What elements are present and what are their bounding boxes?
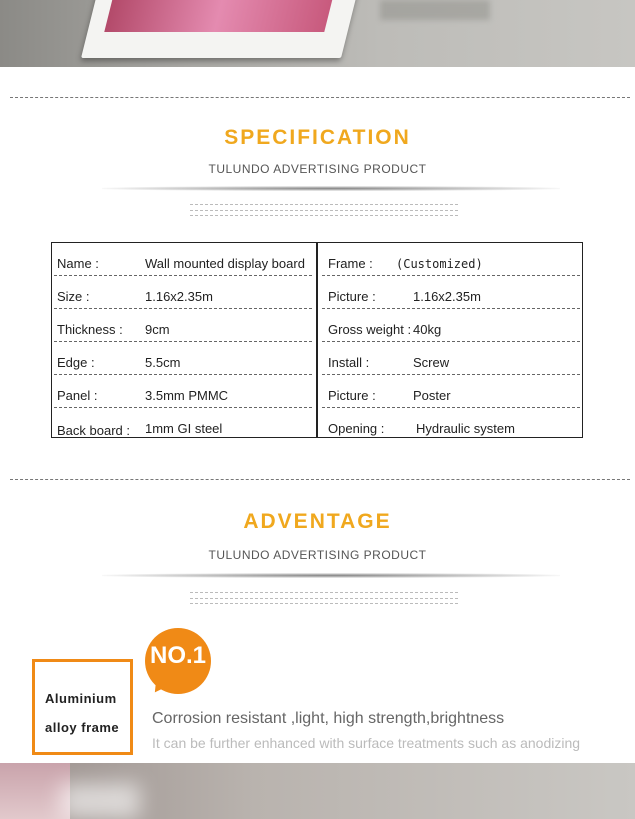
- spec-label: Panel :: [57, 388, 98, 403]
- spec-value: Poster: [413, 388, 451, 403]
- spec-label: Name :: [57, 256, 99, 271]
- row-line: [322, 308, 580, 310]
- specification-title: SPECIFICATION: [224, 126, 411, 149]
- badge-label: NO.1: [149, 642, 206, 669]
- feature-box: [32, 659, 133, 755]
- spec-value: 5.5cm: [145, 355, 181, 370]
- spec-table: [51, 242, 583, 438]
- spec-label: Gross weight :: [328, 322, 412, 337]
- fine-print-line: [190, 210, 460, 211]
- row-line: [322, 341, 580, 343]
- row-line: [322, 407, 580, 409]
- fine-print-line: [190, 598, 460, 599]
- top-photo: [0, 0, 635, 67]
- dashed-divider: [10, 479, 630, 480]
- spec-value: 40kg: [413, 322, 442, 337]
- feature-box-line2: alloy frame: [45, 720, 120, 735]
- decorative-swoosh: [102, 573, 560, 578]
- photo-light: [60, 783, 140, 819]
- spec-value: (Customized): [396, 257, 483, 271]
- dashed-divider: [10, 97, 630, 98]
- specification-subtitle: TULUNDO ADVERTISING PRODUCT: [208, 162, 427, 176]
- spec-label: Back board :: [57, 423, 130, 438]
- spec-value: 3.5mm PMMC: [145, 388, 229, 403]
- table-divider: [316, 243, 318, 437]
- spec-value: Hydraulic system: [416, 421, 515, 436]
- display-board-poster: [104, 0, 339, 32]
- spec-label: Frame :: [328, 256, 373, 271]
- spec-label: Thickness :: [57, 322, 123, 337]
- row-line: [54, 308, 312, 310]
- advantage-title: ADVENTAGE: [243, 510, 392, 533]
- fine-print-line: [190, 204, 460, 205]
- spec-label: Picture :: [328, 388, 376, 403]
- spec-label: Size :: [57, 289, 90, 304]
- advantage-subtitle: TULUNDO ADVERTISING PRODUCT: [208, 548, 427, 562]
- fine-print-line: [190, 592, 460, 593]
- spec-label: Opening :: [328, 421, 385, 436]
- spec-label: Install :: [328, 355, 370, 370]
- row-line: [322, 275, 580, 277]
- row-line: [54, 341, 312, 343]
- fine-print-line: [190, 603, 460, 604]
- spec-label: Edge :: [57, 355, 95, 370]
- spec-label: Picture :: [328, 289, 376, 304]
- fine-print-line: [190, 215, 460, 216]
- spec-value: 1.16x2.35m: [145, 289, 213, 304]
- row-line: [322, 374, 580, 376]
- spec-value: 1.16x2.35m: [413, 289, 481, 304]
- feature-box-line1: Aluminium: [45, 691, 117, 706]
- feature-headline: Corrosion resistant ,light, high strength,brightness: [152, 710, 505, 727]
- row-line: [54, 407, 312, 409]
- row-line: [54, 374, 312, 376]
- bottom-photo: [0, 763, 635, 819]
- spec-value: 1mm GI steel: [145, 421, 223, 436]
- decorative-swoosh: [102, 186, 560, 191]
- spec-value: Screw: [413, 355, 450, 370]
- photo-shadow: [380, 0, 490, 20]
- row-line: [54, 275, 312, 277]
- spec-value: Wall mounted display board: [145, 256, 305, 271]
- spec-value: 9cm: [145, 322, 170, 337]
- feature-detail: It can be further enhanced with surface treatments such as anodizing: [152, 735, 581, 751]
